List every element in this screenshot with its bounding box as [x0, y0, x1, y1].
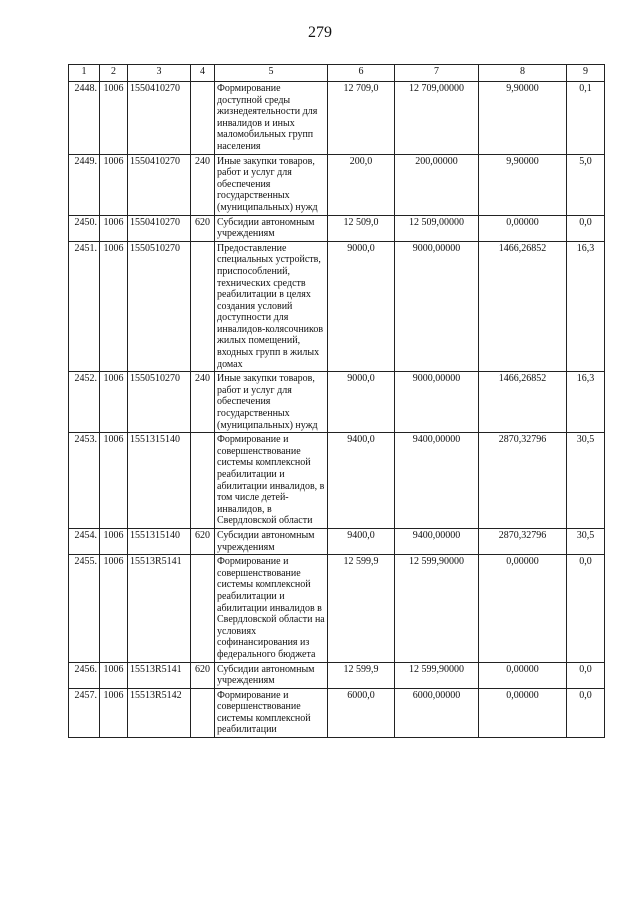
section-code: 1006 — [100, 433, 128, 529]
item-name: Формирование и совершенствование системы комплексной реабилитации и абилитации инвалидов, в том числе детей-инвалидов, в Свердловской области — [215, 433, 328, 529]
approved-amount: 6000,00000 — [395, 688, 479, 737]
plan-amount: 12 599,9 — [328, 555, 395, 662]
column-header: 5 — [215, 65, 328, 82]
approved-amount: 9000,00000 — [395, 372, 479, 433]
plan-amount: 12 599,9 — [328, 662, 395, 688]
target-code: 1550510270 — [128, 241, 191, 372]
executed-amount: 9,90000 — [479, 154, 567, 215]
column-header: 1 — [69, 65, 100, 82]
target-code: 1551315140 — [128, 433, 191, 529]
item-name: Субсидии автономным учреждениям — [215, 215, 328, 241]
expense-type — [191, 688, 215, 737]
approved-amount: 12 599,90000 — [395, 555, 479, 662]
target-code: 15513R5141 — [128, 662, 191, 688]
column-header: 7 — [395, 65, 479, 82]
row-number: 2454. — [69, 528, 100, 554]
section-code: 1006 — [100, 372, 128, 433]
row-number: 2453. — [69, 433, 100, 529]
execution-percent: 0,0 — [567, 662, 605, 688]
plan-amount: 200,0 — [328, 154, 395, 215]
execution-percent: 30,5 — [567, 433, 605, 529]
executed-amount: 9,90000 — [479, 82, 567, 155]
executed-amount: 0,00000 — [479, 555, 567, 662]
executed-amount: 2870,32796 — [479, 433, 567, 529]
execution-percent: 0,0 — [567, 555, 605, 662]
item-name: Формирование и совершенствование системы комплексной реабилитации — [215, 688, 328, 737]
section-code: 1006 — [100, 662, 128, 688]
table-row — [69, 241, 605, 372]
target-code: 15513R5142 — [128, 688, 191, 737]
approved-amount: 12 509,00000 — [395, 215, 479, 241]
target-code: 1551315140 — [128, 528, 191, 554]
column-header: 9 — [567, 65, 605, 82]
item-name: Иные закупки товаров, работ и услуг для обеспечения государственных (муниципальных) нужд — [215, 154, 328, 215]
item-name: Субсидии автономным учреждениям — [215, 662, 328, 688]
budget-table — [68, 64, 605, 738]
row-number: 2456. — [69, 662, 100, 688]
table-row — [69, 662, 605, 688]
execution-percent: 16,3 — [567, 372, 605, 433]
section-code: 1006 — [100, 215, 128, 241]
item-name: Формирование и совершенствование системы комплексной реабилитации и абилитации инвалидов в Свердловской области на условиях софинансирования из федерального бюджета — [215, 555, 328, 662]
executed-amount: 1466,26852 — [479, 241, 567, 372]
approved-amount: 9400,00000 — [395, 433, 479, 529]
target-code: 15513R5141 — [128, 555, 191, 662]
executed-amount: 2870,32796 — [479, 528, 567, 554]
target-code: 1550510270 — [128, 372, 191, 433]
execution-percent: 0,0 — [567, 688, 605, 737]
plan-amount: 12 709,0 — [328, 82, 395, 155]
row-number: 2448. — [69, 82, 100, 155]
item-name: Иные закупки товаров, работ и услуг для обеспечения государственных (муниципальных) нужд — [215, 372, 328, 433]
row-number: 2450. — [69, 215, 100, 241]
execution-percent: 16,3 — [567, 241, 605, 372]
column-header: 4 — [191, 65, 215, 82]
table-row — [69, 82, 605, 155]
section-code: 1006 — [100, 528, 128, 554]
section-code: 1006 — [100, 154, 128, 215]
row-number: 2452. — [69, 372, 100, 433]
expense-type: 240 — [191, 372, 215, 433]
item-name: Формирование доступной среды жизнедеятельности для инвалидов и иных маломобильных групп населения — [215, 82, 328, 155]
plan-amount: 6000,0 — [328, 688, 395, 737]
table-row — [69, 215, 605, 241]
approved-amount: 12 709,00000 — [395, 82, 479, 155]
executed-amount: 0,00000 — [479, 688, 567, 737]
target-code: 1550410270 — [128, 154, 191, 215]
row-number: 2455. — [69, 555, 100, 662]
plan-amount: 9000,0 — [328, 372, 395, 433]
section-code: 1006 — [100, 82, 128, 155]
expense-type: 620 — [191, 528, 215, 554]
approved-amount: 200,00000 — [395, 154, 479, 215]
expense-type — [191, 555, 215, 662]
section-code: 1006 — [100, 555, 128, 662]
expense-type — [191, 82, 215, 155]
row-number: 2451. — [69, 241, 100, 372]
expense-type: 620 — [191, 215, 215, 241]
target-code: 1550410270 — [128, 215, 191, 241]
table-row — [69, 555, 605, 662]
plan-amount: 9400,0 — [328, 433, 395, 529]
expense-type: 620 — [191, 662, 215, 688]
section-code: 1006 — [100, 688, 128, 737]
row-number: 2449. — [69, 154, 100, 215]
column-header: 8 — [479, 65, 567, 82]
executed-amount: 1466,26852 — [479, 372, 567, 433]
plan-amount: 12 509,0 — [328, 215, 395, 241]
page-number: 279 — [308, 24, 332, 41]
execution-percent: 30,5 — [567, 528, 605, 554]
item-name: Субсидии автономным учреждениям — [215, 528, 328, 554]
approved-amount: 12 599,90000 — [395, 662, 479, 688]
expense-type — [191, 241, 215, 372]
table-row — [69, 688, 605, 737]
table-row — [69, 528, 605, 554]
table-row — [69, 433, 605, 529]
target-code: 1550410270 — [128, 82, 191, 155]
column-header: 6 — [328, 65, 395, 82]
section-code: 1006 — [100, 241, 128, 372]
approved-amount: 9000,00000 — [395, 241, 479, 372]
execution-percent: 5,0 — [567, 154, 605, 215]
executed-amount: 0,00000 — [479, 662, 567, 688]
item-name: Предоставление специальных устройств, приспособлений, технических средств реабилитации в целях создания условий доступности для инвалидов-колясочников жилых помещений, входных групп в жилых домах — [215, 241, 328, 372]
plan-amount: 9000,0 — [328, 241, 395, 372]
table-row — [69, 372, 605, 433]
column-header: 3 — [128, 65, 191, 82]
execution-percent: 0,0 — [567, 215, 605, 241]
expense-type — [191, 433, 215, 529]
row-number: 2457. — [69, 688, 100, 737]
execution-percent: 0,1 — [567, 82, 605, 155]
executed-amount: 0,00000 — [479, 215, 567, 241]
column-header: 2 — [100, 65, 128, 82]
approved-amount: 9400,00000 — [395, 528, 479, 554]
plan-amount: 9400,0 — [328, 528, 395, 554]
table-row — [69, 154, 605, 215]
header-row — [69, 65, 605, 82]
expense-type: 240 — [191, 154, 215, 215]
